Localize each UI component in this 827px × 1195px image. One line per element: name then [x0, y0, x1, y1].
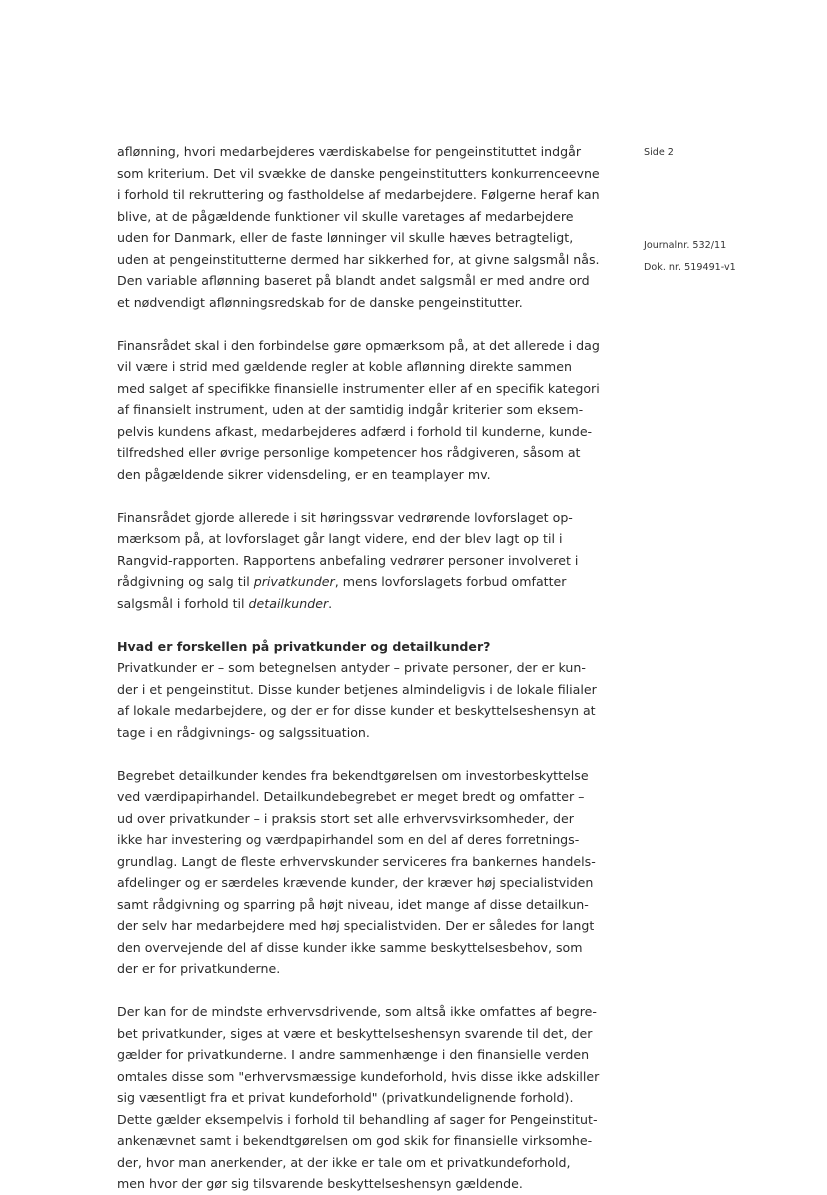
text-fragment: rådgivning og salg til	[117, 574, 254, 589]
document-references	[644, 235, 736, 279]
text-line: der, hvor man anerkender, at der ikke er tale om et privatkundeforhold,	[117, 1154, 571, 1170]
text-line: der selv har medarbejdere med høj specialistviden. Der er således for langt	[117, 918, 595, 933]
text-line: Finansrådet gjorde allerede i sit høringssvar vedrørende lovforslaget op-	[117, 509, 573, 525]
body-text	[117, 141, 607, 1195]
text-line: blive, at de pågældende funktioner vil skulle varetages af medarbejdere	[117, 208, 574, 224]
paragraph	[117, 636, 607, 744]
text-line: et nødvendigt aflønningsredskab for de danske pengeinstitutter.	[117, 294, 523, 310]
journal-number: Journalnr. 532/11	[644, 240, 727, 251]
text-line: aflønning, hvori medarbejderes værdiskabelse for pengeinstituttet indgår	[117, 144, 582, 159]
text-line: Finansrådet skal i den forbindelse gøre opmærksom på, at det allerede i dag	[117, 337, 600, 353]
text-line: uden at pengeinstitutterne dermed har sikkerhed for, at givne salgsmål nås.	[117, 251, 600, 267]
paragraph-gap	[117, 743, 607, 765]
document-number: Dok. nr. 519491-v1	[644, 262, 736, 273]
text-line: der i et pengeinstitut. Disse kunder betjenes almindeligvis i de lokale filialer	[117, 681, 597, 697]
text-fragment: .	[328, 595, 333, 611]
text-line: i forhold til rekruttering og fastholdelse af medarbejdere. Følgerne heraf kan	[117, 187, 600, 202]
text-line: der er for privatkunderne.	[117, 961, 281, 976]
paragraph-gap	[117, 980, 607, 1002]
text-line: Rangvid-rapporten. Rapportens anbefaling vedrører personer involveret i	[117, 552, 579, 568]
text-line: tage i en rådgivnings- og salgssituation.	[117, 724, 370, 740]
paragraph	[117, 141, 607, 313]
section-heading: Hvad er forskellen på privatkunder og detailkunder?	[117, 638, 491, 654]
text-line: af lokale medarbejdere, og der er for disse kunder et beskyttelseshensyn at	[117, 703, 596, 718]
text-line	[117, 571, 607, 593]
text-line: den overvejende del af disse kunder ikke samme beskyttelsesbehov, som	[117, 939, 583, 955]
text-line: grundlag. Langt de fleste erhvervskunder serviceres fra bankernes handels-	[117, 853, 596, 869]
text-line: tilfredshed eller øvrige personlige kompetencer hos rådgiveren, såsom at	[117, 445, 581, 460]
emphasized-term: detailkunder	[248, 595, 329, 611]
text-line: som kriterium. Det vil svække de danske pengeinstitutters konkurrenceevne	[117, 165, 600, 181]
text-line: med salget af specifikke finansielle instrumenter eller af en specifik kategori	[117, 380, 600, 396]
text-line: mærksom på, at lovforslaget går langt videre, end der blev lagt op til i	[117, 531, 563, 546]
text-line: afdelinger og er særdeles krævende kunder, der kræver høj specialistviden	[117, 875, 594, 890]
text-line: af finansielt instrument, uden at der samtidig indgår kriterier som eksem-	[117, 402, 584, 417]
text-line: Dette gælder eksempelvis i forhold til behandling af sager for Pengeinstitut-	[117, 1111, 598, 1127]
text-fragment: salgsmål i forhold til	[117, 595, 249, 611]
page-number: Side 2	[644, 147, 674, 158]
text-line: samt rådgivning og sparring på højt niveau, idet mange af disse detailkun-	[117, 896, 589, 912]
text-line: ud over privatkunder – i praksis stort set alle erhvervsvirksomheder, der	[117, 810, 574, 826]
text-line: uden for Danmark, eller de faste lønninger vil skulle hæves betragteligt,	[117, 230, 574, 245]
text-line: bet privatkunder, siges at være et beskyttelseshensyn svarende til det, der	[117, 1025, 593, 1041]
margin-column	[644, 142, 824, 273]
text-line: ankenævnet samt i bekendtgørelsen om god skik for finansielle virksomhe-	[117, 1133, 593, 1148]
paragraph	[117, 507, 607, 615]
paragraph-gap	[117, 614, 607, 636]
paragraph-gap	[117, 485, 607, 507]
text-line: den pågældende sikrer vidensdeling, er en teamplayer mv.	[117, 466, 491, 482]
paragraph	[117, 765, 607, 980]
paragraph	[117, 335, 607, 486]
paragraph-gap	[117, 313, 607, 335]
paragraph	[117, 1001, 607, 1195]
text-line: ved værdipapirhandel. Detailkundebegrebet er meget bredt og omfatter –	[117, 789, 585, 804]
text-line: gælder for privatkunderne. I andre sammenhænge i den finansielle verden	[117, 1047, 590, 1062]
text-line: Der kan for de mindste erhvervsdrivende, som altså ikke omfattes af begre-	[117, 1004, 597, 1019]
text-line: Begrebet detailkunder kendes fra bekendtgørelsen om investorbeskyttelse	[117, 767, 589, 783]
text-line: ikke har investering og værdpapirhandel som en del af deres forretnings-	[117, 832, 580, 847]
text-line: sig væsentligt fra et privat kundeforhold" (privatkundelignende forhold).	[117, 1090, 574, 1105]
text-line: men hvor der gør sig tilsvarende beskyttelseshensyn gældende.	[117, 1176, 523, 1191]
text-line: vil være i strid med gældende regler at koble aflønning direkte sammen	[117, 359, 572, 374]
text-line: omtales disse som "erhvervsmæssige kundeforhold, hvis disse ikke adskiller	[117, 1068, 600, 1084]
text-line: Den variable aflønning baseret på blandt andet salgsmål er med andre ord	[117, 273, 590, 288]
emphasized-term: privatkunder	[253, 574, 335, 589]
text-line: Privatkunder er – som betegnelsen antyder – private personer, der er kun-	[117, 660, 586, 675]
text-line	[117, 593, 607, 615]
text-fragment: , mens lovforslagets forbud omfatter	[334, 574, 567, 589]
text-line: pelvis kundens afkast, medarbejderes adfærd i forhold til kunderne, kunde-	[117, 423, 593, 439]
